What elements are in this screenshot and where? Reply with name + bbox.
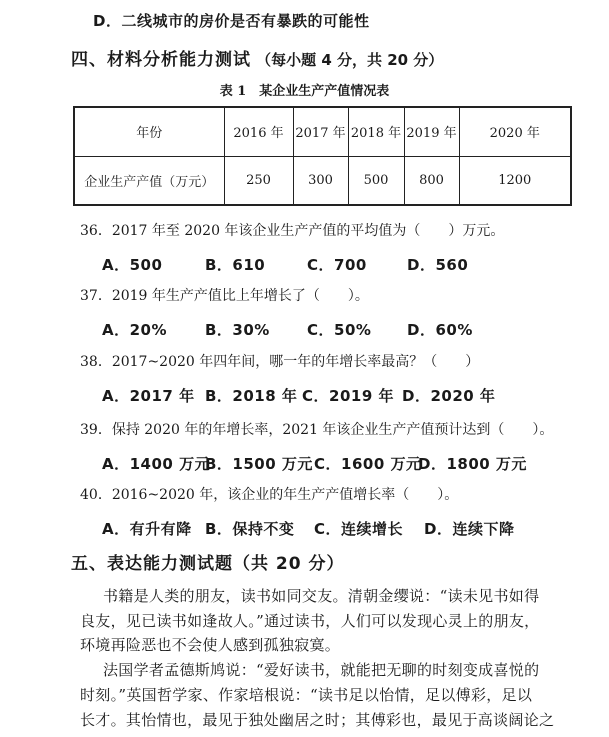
table-value-cell: 800 [404,156,459,205]
question-40-stem: 40．2016~2020 年，该企业的年生产产值增长率（ ）。 [80,487,459,503]
question-38-option-a: A．2017 年 [102,387,195,405]
question-36-option-b: B．610 [205,256,266,274]
passage-line: 环境再险恶也不会使人感到孤独寂寞。 [80,636,341,654]
question-37-option-d: D．60% [407,321,473,339]
section-5-title: 五、表达能力测试题（共 20 分） [71,554,345,574]
question-36-option-a: A．500 [102,256,163,274]
table-value-cell: 250 [224,156,293,205]
question-38-option-d: D．2020 年 [402,387,496,405]
question-39-option-c: C．1600 万元 [314,455,422,473]
table-value-cell: 1200 [459,156,571,205]
question-40-option-a: A．有升有降 [102,520,192,538]
question-37-stem: 37．2019 年生产产值比上年增长了（ ）。 [80,288,369,304]
question-40-option-b: B．保持不变 [205,520,295,538]
prev-question-option-d: D．二线城市的房价是否有暴跌的可能性 [93,12,370,30]
question-36-stem: 36．2017 年至 2020 年该企业生产产值的平均值为（ ）万元。 [80,223,505,239]
passage-line: 法国学者孟德斯鸠说：“爱好读书，就能把无聊的时刻变成喜悦的 [103,661,540,679]
production-value-table [73,106,572,206]
table-year-cell: 2018 年 [348,107,404,156]
passage-line: 长才。其怡情也，最见于独处幽居之时；其傅彩也，最见于高谈阔论之 [80,711,555,729]
question-39-stem: 39．保持 2020 年的年增长率，2021 年该企业生产产值预计达到（ ）。 [80,422,554,438]
section-4-score-note: （每小题 4 分，共 20 分） [256,51,444,69]
table-header-label: 年份 [74,107,224,156]
question-37-option-c: C．50% [307,321,372,339]
question-36-option-c: C．700 [307,256,367,274]
question-38-option-c: C．2019 年 [302,387,394,405]
section-4-heading [71,45,443,70]
question-38-option-b: B．2018 年 [205,387,298,405]
question-40-option-d: D．连续下降 [424,520,515,538]
question-39-option-d: D．1800 万元 [418,455,527,473]
table-value-cell: 500 [348,156,404,205]
table-caption: 表 1 某企业生产产值情况表 [219,84,390,99]
table-year-cell: 2020 年 [459,107,571,156]
question-39-option-b: B．1500 万元 [205,455,313,473]
table-header-row [74,107,571,156]
table-row-label: 企业生产产值（万元） [74,156,224,205]
table-year-cell: 2017 年 [293,107,348,156]
question-39-option-a: A．1400 万元 [102,455,211,473]
table-value-row [74,156,571,205]
table-value-cell: 300 [293,156,348,205]
question-38-stem: 38．2017~2020 年四年间，哪一年的年增长率最高？（ ） [80,354,480,370]
question-37-option-b: B．30% [205,321,270,339]
question-37-option-a: A．20% [102,321,168,339]
passage-line: 时刻。”英国哲学家、作家培根说：“读书足以怡情，足以傅彩，足以 [80,686,533,704]
section-4-title: 四、材料分析能力测试 [71,50,251,70]
question-36-option-d: D．560 [407,256,469,274]
passage-line: 书籍是人类的朋友，读书如同交友。清朝金缨说：“读未见书如得 [103,587,540,605]
passage-line: 良友，见已读书如逢故人。”通过读书，人们可以发现心灵上的朋友， [80,612,540,630]
table-year-cell: 2016 年 [224,107,293,156]
question-40-option-c: C．连续增长 [314,520,404,538]
table-year-cell: 2019 年 [404,107,459,156]
